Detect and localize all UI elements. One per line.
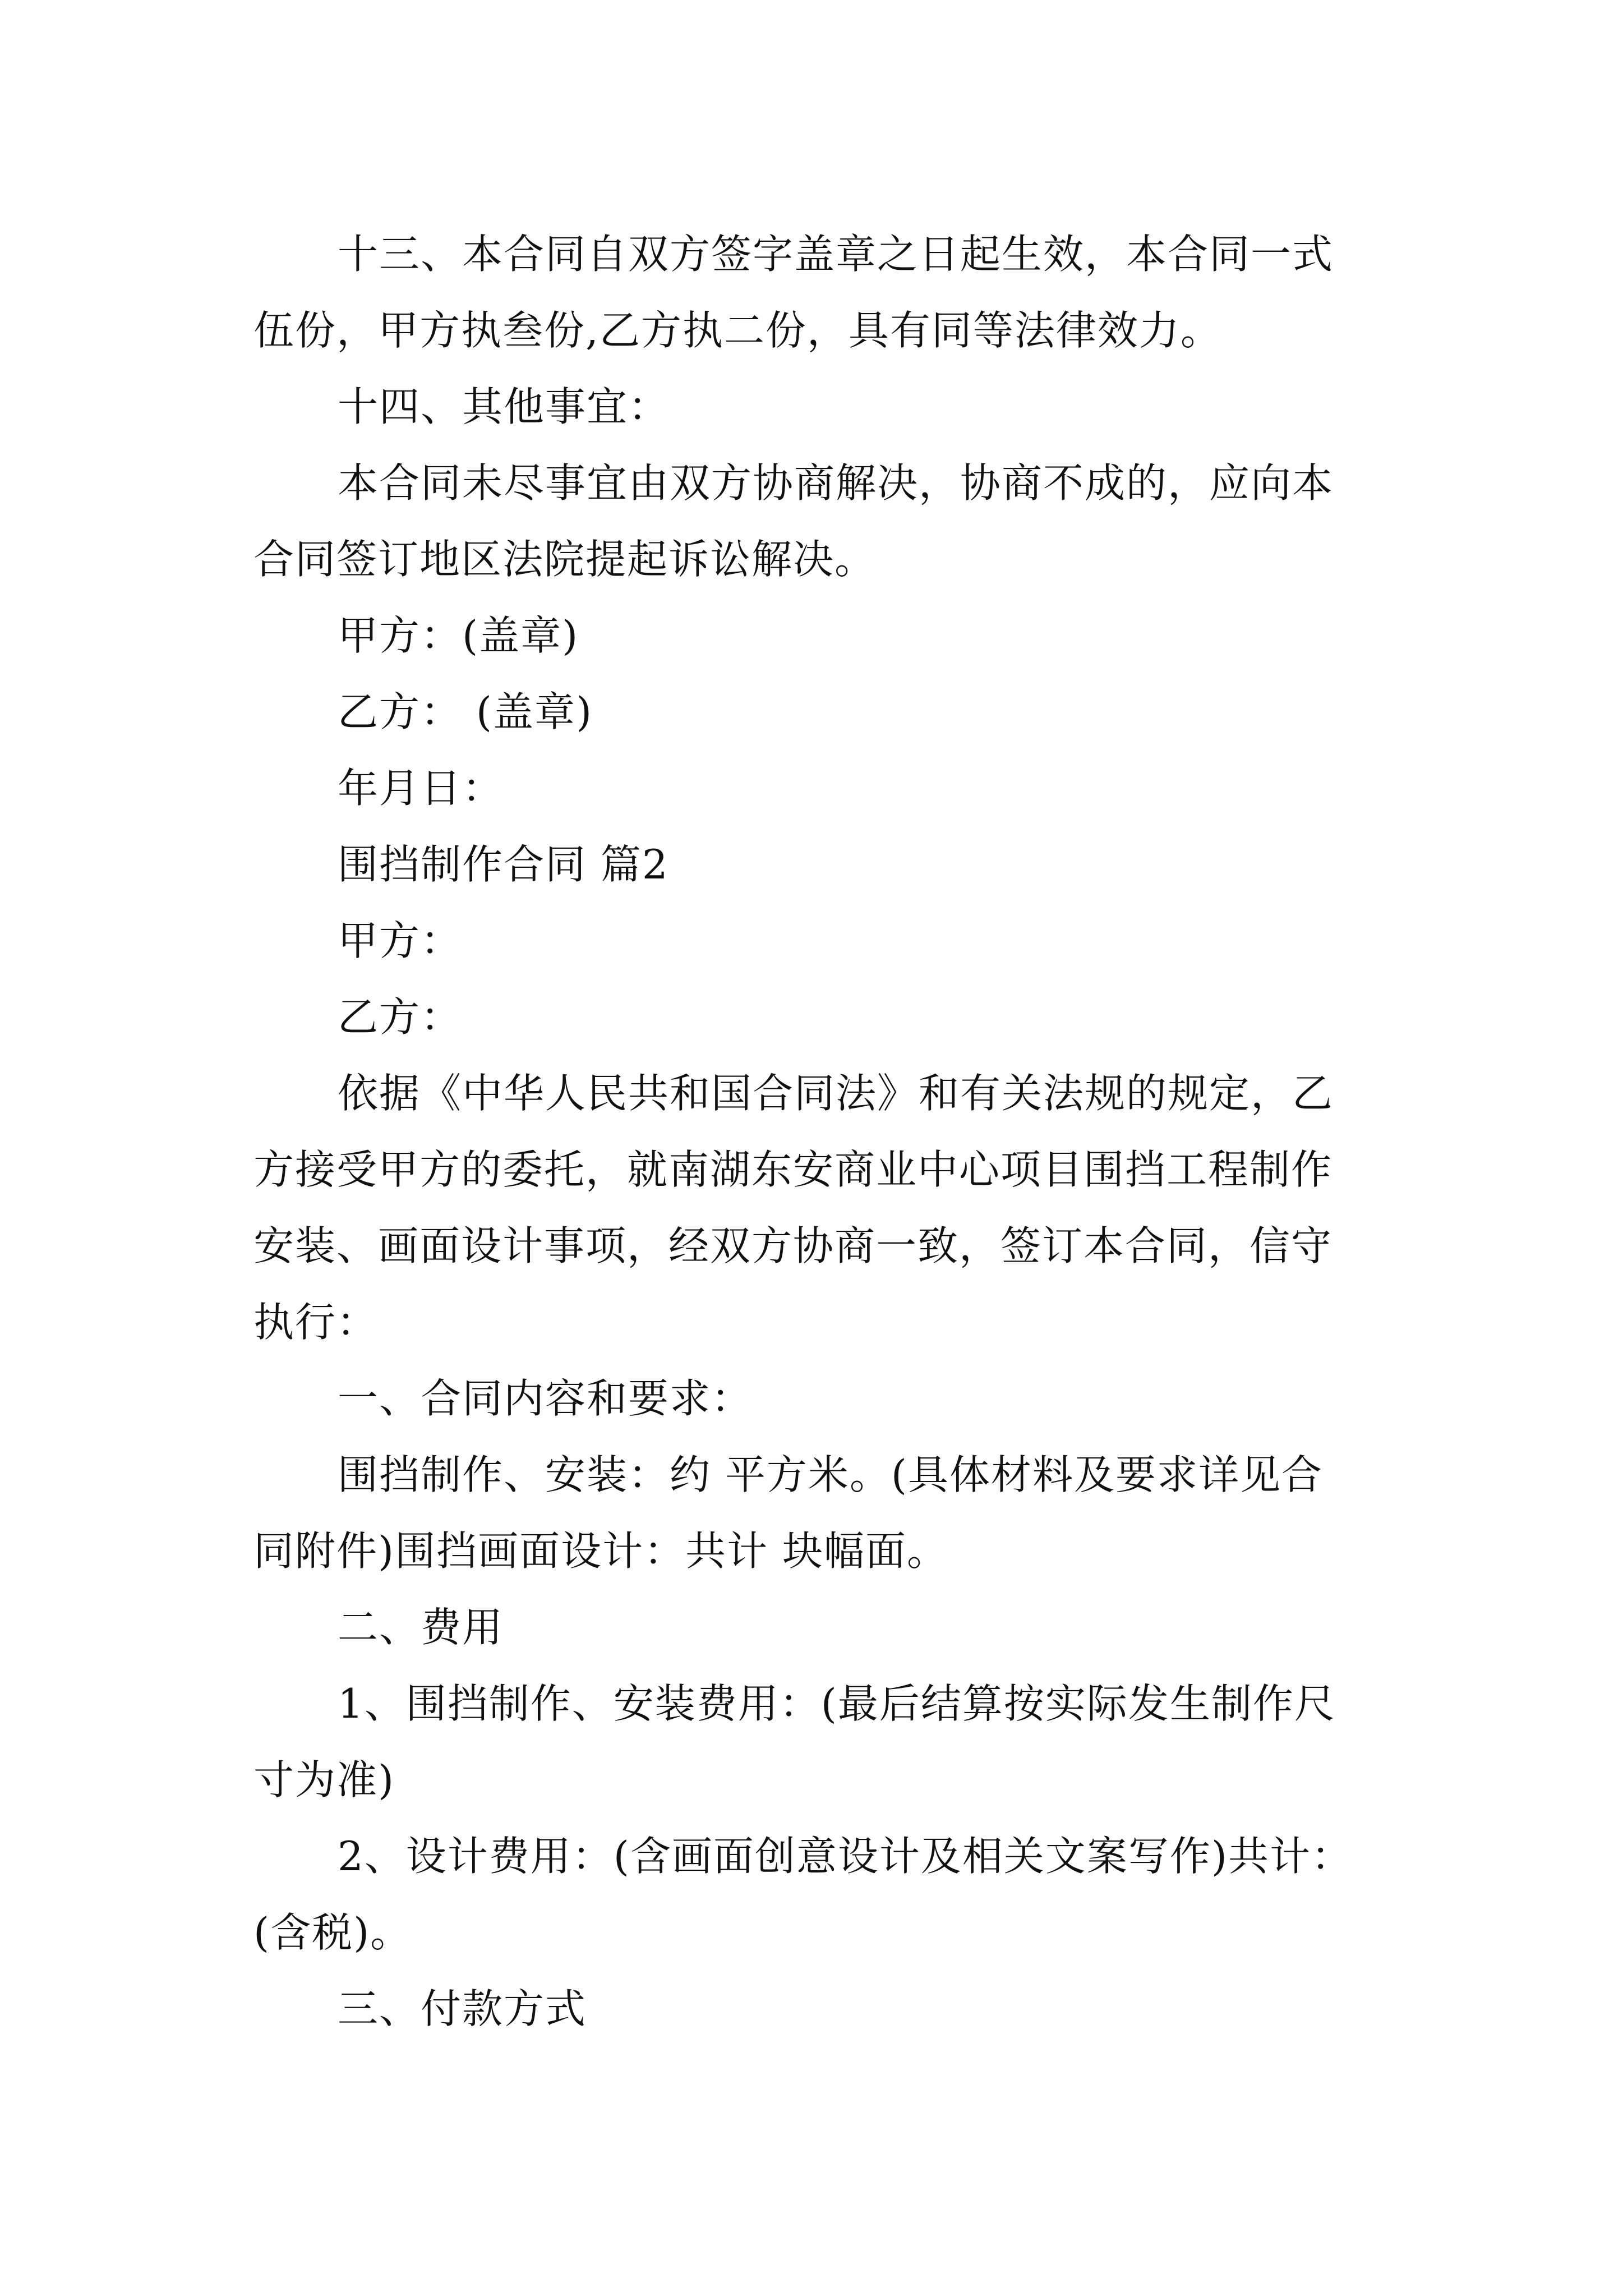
party-b-seal-line: 乙方： (盖章) bbox=[338, 688, 593, 735]
preamble-line-2: 方接受甲方的委托，就南湖东安商业中心项目围挡工程制作 bbox=[253, 1146, 1333, 1193]
fee-item-2-line-2: (含税)。 bbox=[253, 1909, 412, 1956]
clause-2-heading: 二、费用 bbox=[338, 1604, 504, 1651]
clause-13-line-2: 伍份，甲方执叁份,乙方执二份，具有同等法律效力。 bbox=[253, 307, 1222, 354]
clause-3-heading: 三、付款方式 bbox=[338, 1985, 587, 2032]
clause-1-line-2: 同附件)围挡画面设计：共计 块幅面。 bbox=[253, 1527, 948, 1575]
party-b-line: 乙方： bbox=[338, 993, 463, 1041]
preamble-line-3: 安装、画面设计事项，经双方协商一致，签订本合同，信守 bbox=[253, 1222, 1333, 1269]
fee-item-2-line-1: 2、设计费用：(含画面创意设计及相关文案写作)共计： bbox=[338, 1833, 1353, 1880]
party-a-line: 甲方： bbox=[338, 917, 463, 964]
clause-14-heading: 十四、其他事宜： bbox=[338, 383, 670, 430]
clause-1-heading: 一、合同内容和要求： bbox=[338, 1375, 753, 1422]
clause-1-line-1: 围挡制作、安装：约 平方米。(具体材料及要求详见合 bbox=[338, 1451, 1323, 1498]
section-title: 围挡制作合同 篇2 bbox=[338, 841, 669, 888]
clause-13-line-1: 十三、本合同自双方签字盖章之日起生效，本合同一式 bbox=[338, 231, 1334, 278]
fee-item-1-line-1: 1、围挡制作、安装费用：(最后结算按实际发生制作尺 bbox=[338, 1680, 1336, 1727]
clause-14-line-1: 本合同未尽事宜由双方协商解决，协商不成的，应向本 bbox=[338, 459, 1334, 507]
document-body bbox=[253, 216, 1381, 2047]
clause-14-line-2: 合同签订地区法院提起诉讼解决。 bbox=[253, 536, 877, 583]
fee-item-1-line-2: 寸为准) bbox=[253, 1756, 395, 1803]
preamble-line-4: 执行： bbox=[253, 1299, 379, 1346]
date-line: 年月日： bbox=[338, 765, 504, 812]
party-a-seal-line: 甲方：(盖章) bbox=[338, 612, 579, 659]
preamble-line-1: 依据《中华人民共和国合同法》和有关法规的规定，乙 bbox=[338, 1070, 1334, 1117]
